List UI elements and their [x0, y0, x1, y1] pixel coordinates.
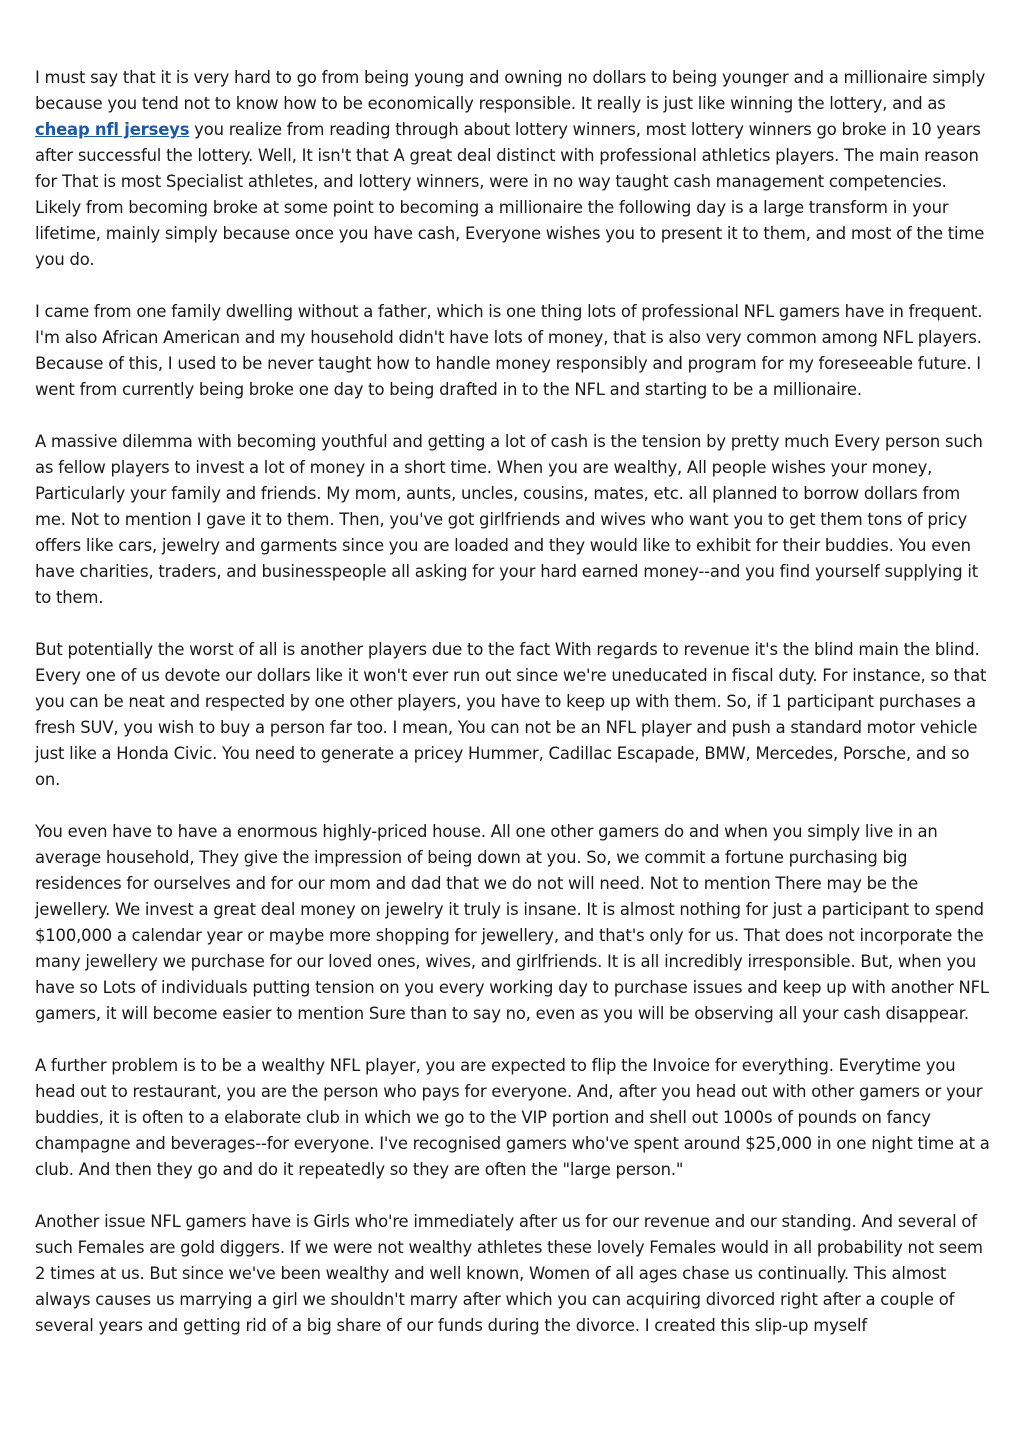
- cheap-nfl-jerseys-link[interactable]: cheap nfl jerseys: [35, 120, 190, 139]
- paragraph-1-text-after-link: you realize from reading through about lottery winners, most lottery winners go broke in 10 years after successful the lottery. Well, It isn't that A great deal distinct with professional athletics players. The main reason for That is most Specialist athletes, and lottery winners, were in no way taught cash management competencies. Likely from becoming broke at some point to becoming a millionaire the following day is a large transform in your lifetime, mainly simply because once you have cash, Everyone wishes you to present it to them, and most of the time you do.: [35, 120, 985, 269]
- paragraph-7: Another issue NFL gamers have is Girls who're immediately after us for our revenue and our standing. And several of such Females are gold diggers. If we were not wealthy athletes these lovely Females would in all probability not seem 2 times at us. But since we've been wealthy and well known, Women of all ages chase us continually. This almost always causes us marrying a girl we shouldn't marry after which you can acquiring divorced right after a couple of several years and getting rid of a big share of our funds during the divorce. I created this slip-up myself: [35, 1212, 983, 1335]
- paragraph-3: A massive dilemma with becoming youthful and getting a lot of cash is the tension by pretty much Every person such as fellow players to invest a lot of money in a short time. When you are wealthy, All people wishes your money, Particularly your family and friends. My mom, aunts, uncles, cousins, mates, etc. all planned to borrow dollars from me. Not to mention I gave it to them. Then, you've got girlfriends and wives who want you to get them tons of pricy offers like cars, jewelry and garments since you are loaded and they would like to exhibit for their buddies. You even have charities, traders, and businesspeople all asking for your hard earned money--and you find yourself supplying it to them.: [35, 432, 983, 607]
- paragraph-4: But potentially the worst of all is another players due to the fact With regards to revenue it's the blind main the blind. Every one of us devote our dollars like it won't ever run out since we're uneducated in fiscal duty. For instance, so that you can be neat and respected by one other players, you have to keep up with them. So, if 1 participant purchases a fresh SUV, you wish to buy a person far too. I mean, You can not be an NFL player and push a standard motor vehicle just like a Honda Civic. You need to generate a pricey Hummer, Cadillac Escapade, BMW, Mercedes, Porsche, and so on.: [35, 640, 987, 789]
- article-body: [35, 65, 995, 1339]
- paragraph-2: I came from one family dwelling without a father, which is one thing lots of professional NFL gamers have in frequent. I'm also African American and my household didn't have lots of money, that is also very common among NFL players. Because of this, I used to be never taught how to handle money responsibly and program for my foreseeable future. I went from currently being broke one day to being drafted in to the NFL and starting to be a millionaire.: [35, 302, 983, 399]
- paragraph-1: [35, 65, 995, 273]
- paragraph-5: You even have to have a enormous highly-priced house. All one other gamers do and when you simply live in an average household, They give the impression of being down at you. So, we commit a fortune purchasing big residences for ourselves and for our mom and dad that we do not will need. Not to mention There may be the jewellery. We invest a great deal money on jewelry it truly is insane. It is almost nothing for just a participant to spend $100,000 a calendar year or maybe more shopping for jewellery, and that's only for us. That does not incorporate the many jewellery we purchase for our loved ones, wives, and girlfriends. It is all incredibly irresponsible. But, when you have so Lots of individuals putting tension on you every working day to purchase issues and keep up with another NFL gamers, it will become easier to mention Sure than to say no, even as you will be observing all your cash disappear.: [35, 822, 989, 1023]
- paragraph-6: A further problem is to be a wealthy NFL player, you are expected to flip the Invoice for everything. Everytime you head out to restaurant, you are the person who pays for everyone. And, after you head out with other gamers or your buddies, it is often to a elaborate club in which we go to the VIP portion and shell out 1000s of pounds on fancy champagne and beverages--for everyone. I've recognised gamers who've spent around $25,000 in one night time at a club. And then they go and do it repeatedly so they are often the "large person.": [35, 1056, 990, 1179]
- paragraph-1-text-before-link: I must say that it is very hard to go from being young and owning no dollars to being younger and a millionaire simply because you tend not to know how to be economically responsible. It really is just like winning the lottery, and as: [35, 68, 986, 113]
